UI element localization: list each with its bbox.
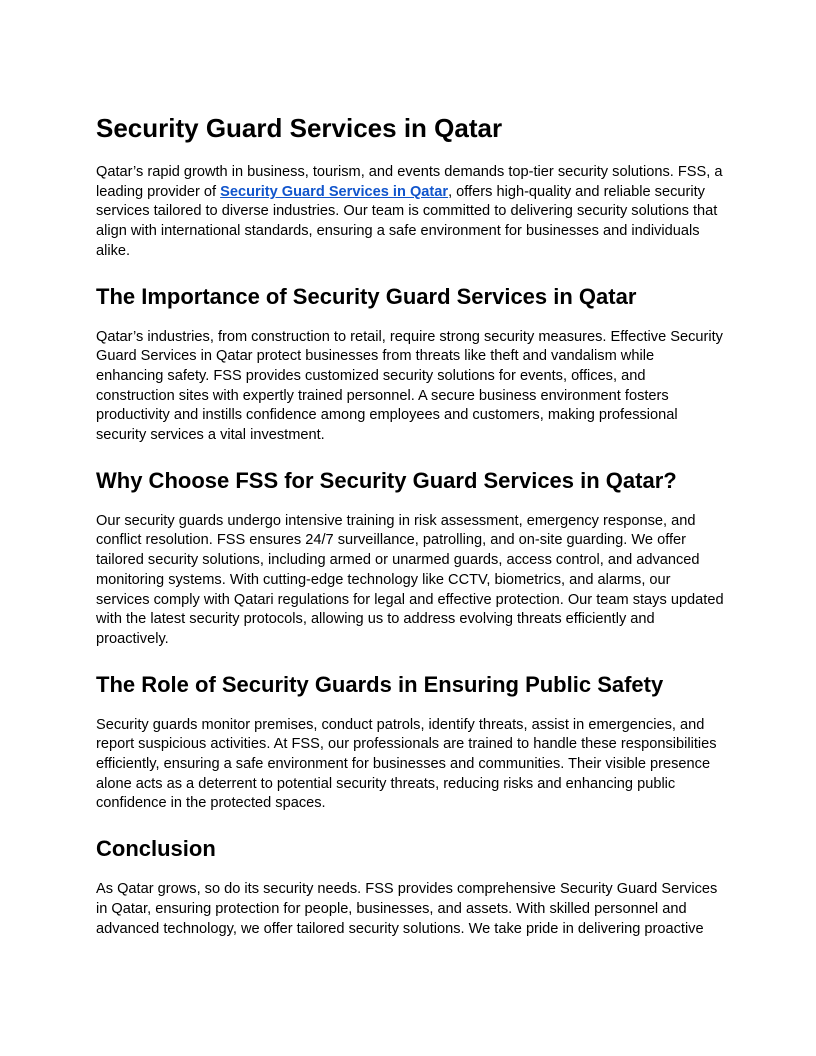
section-body-why-choose: Our security guards undergo intensive training in risk assessment, emergency response, and conflict resolution. FSS ensures 24/7 surveillance, patrolling, and on-site guarding. We offer tailored security solutions, including armed or unarmed guards, access control, and advanced monitoring systems. With cutting-edge technology like CCTV, biometrics, and alarms, our services comply with Qatari regulations for legal and effective protection. Our team stays updated with the latest security protocols, allowing us to address evolving threats efficiently and proactively. <box>96 512 724 647</box>
section-heading-importance: The Importance of Security Guard Services in Qatar <box>96 283 637 309</box>
section-heading-role: The Role of Security Guards in Ensuring Public Safety <box>96 671 664 697</box>
intro-text-after-link: , offers high-quality and reliable security services tailored to diverse industries. Our team is committed to delivering security solutions that align with international standards, ensuring a safe environment for businesses and individuals alike. <box>96 183 718 259</box>
section-body-importance: Qatar’s industries, from construction to retail, require strong security measures. Effective Security Guard Services in Qatar protect businesses from threats like theft and vandalism while enhancing safety. FSS provides customized security solutions for events, offices, and construction sites with expertly trained personnel. A secure business environment fosters productivity and instills confidence among employees and customers, making professional security services a vital investment. <box>96 328 723 444</box>
section-heading-why-choose: Why Choose FSS for Security Guard Services in Qatar? <box>96 467 677 493</box>
section-body-conclusion: As Qatar grows, so do its security needs. FSS provides comprehensive Security Guard Services in Qatar, ensuring protection for people, businesses, and assets. With skilled personnel and advanced technology, we offer tailored security solutions. We take pride in delivering proactive <box>96 881 718 937</box>
intro-paragraph <box>96 163 724 262</box>
intro-text-before-link: Qatar’s rapid growth in business, tourism, and events demands top-tier security solutions. FSS, a leading provider of <box>96 164 723 200</box>
document-page <box>96 112 724 960</box>
section-heading-conclusion: Conclusion <box>96 836 216 862</box>
page-title: Security Guard Services in Qatar <box>96 113 503 143</box>
security-services-link[interactable]: Security Guard Services in Qatar <box>220 183 449 200</box>
section-body-role: Security guards monitor premises, conduct patrols, identify threats, assist in emergencies, and report suspicious activities. At FSS, our professionals are trained to handle these responsibilities efficiently, ensuring a safe environment for businesses and communities. Their visible presence alone acts as a deterrent to potential security threats, reducing risks and enhancing public confidence in the protected spaces. <box>96 716 717 812</box>
